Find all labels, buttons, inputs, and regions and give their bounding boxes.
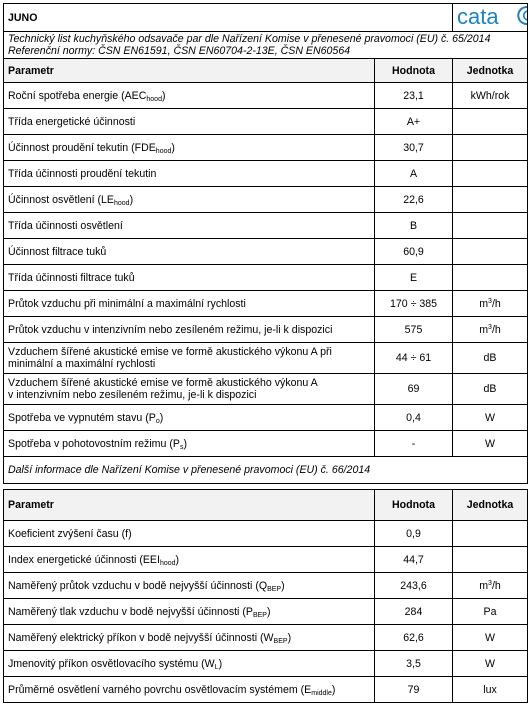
param-label-text: Spotřeba ve vypnutém stavu (P <box>8 411 156 424</box>
column-header-value: Hodnota <box>375 490 453 521</box>
param-unit <box>453 431 528 457</box>
param-label-subscript: hood <box>155 147 172 155</box>
param-label-tail: ) <box>175 553 180 566</box>
column-header-param: Parametr <box>4 490 375 521</box>
param-unit-tail: /h <box>491 297 501 310</box>
param-value: A <box>375 161 453 187</box>
param-label-tail: ) <box>331 683 336 696</box>
column-header-param: Parametr <box>4 59 375 83</box>
param-unit-text: W <box>485 657 495 670</box>
param-label <box>4 213 375 239</box>
param-label <box>4 374 375 405</box>
param-label-subscript: L <box>214 663 219 671</box>
column-header-unit: Jednotka <box>453 490 528 521</box>
param-label-subscript: BEP <box>252 611 267 619</box>
param-label-text: Průměrné osvětlení varného povrchu osvětlovacím systémem (E <box>8 683 312 696</box>
param-label-subscript: o <box>155 417 160 425</box>
param-unit <box>453 83 528 109</box>
param-unit-tail: /h <box>491 323 501 336</box>
param-unit <box>453 213 528 239</box>
datasheet-table <box>3 3 528 703</box>
param-label <box>4 291 375 317</box>
model-name: JUNO <box>4 4 453 32</box>
param-value: 44 ÷ 61 <box>375 343 453 374</box>
param-unit-text: Pa <box>483 605 497 618</box>
param-label-subscript: hood <box>159 559 176 567</box>
param-unit-tail: /h <box>491 579 501 592</box>
param-unit <box>453 405 528 431</box>
param-unit <box>453 239 528 265</box>
param-label-tail: ) <box>218 657 223 670</box>
param-label-tail: ) <box>159 411 164 424</box>
param-value: 60,9 <box>375 239 453 265</box>
table-row <box>4 265 528 291</box>
table-row <box>4 109 528 135</box>
param-unit-text: m <box>479 579 489 592</box>
column-header-unit: Jednotka <box>453 59 528 83</box>
table-row <box>4 161 528 187</box>
reference-note <box>4 32 528 59</box>
param-value: 30,7 <box>375 135 453 161</box>
param-unit <box>453 317 528 343</box>
param-value: 69 <box>375 374 453 405</box>
param-unit <box>453 265 528 291</box>
title-row <box>4 4 528 32</box>
param-unit-text: W <box>485 437 495 450</box>
param-value: 44,7 <box>375 547 453 573</box>
param-unit-text: dB <box>483 383 497 395</box>
table2-header <box>4 490 528 521</box>
param-label-text: Jmenovitý příkon osvětlovacího systému (W <box>8 657 215 670</box>
param-unit-text: W <box>485 411 495 424</box>
param-label-tail: ) <box>287 631 292 644</box>
param-label <box>4 599 375 625</box>
table-row <box>4 625 528 651</box>
param-label <box>4 651 375 677</box>
param-unit <box>453 161 528 187</box>
param-label <box>4 161 375 187</box>
param-label-text: Vzduchem šířené akustické emise ve formě akustického výkonu A při <box>8 346 332 358</box>
param-value: 3,5 <box>375 651 453 677</box>
param-label <box>4 239 375 265</box>
param-label <box>4 573 375 599</box>
param-unit <box>453 187 528 213</box>
param-unit-text: W <box>485 631 495 644</box>
param-unit <box>453 374 528 405</box>
table-row <box>4 317 528 343</box>
table-row <box>4 135 528 161</box>
param-label <box>4 431 375 457</box>
table-row <box>4 239 528 265</box>
param-label-text: Účinnost filtrace tuků <box>8 245 107 258</box>
param-value: 79 <box>375 677 453 703</box>
table-row <box>4 521 528 547</box>
param-label <box>4 317 375 343</box>
param-value: 0,4 <box>375 405 453 431</box>
info2-text: Další informace dle Nařízení Komise v přenesené pravomoci (EU) č. 66/2014 <box>4 457 528 484</box>
param-label-text: Naměřený průtok vzduchu v bodě nejvyšší účinnosti (Q <box>8 579 268 592</box>
param-value: B <box>375 213 453 239</box>
param-label-text: Index energetické účinnosti (EEI <box>8 553 160 566</box>
param-label-text: Roční spotřeba energie (AEC <box>8 89 147 102</box>
param-label-text: Průtok vzduchu při minimální a maximální rychlosti <box>8 297 246 310</box>
param-label-text: Třída účinnosti filtrace tuků <box>8 271 135 284</box>
table-row <box>4 374 528 405</box>
param-value: 575 <box>375 317 453 343</box>
param-label <box>4 343 375 374</box>
table-row <box>4 547 528 573</box>
param-label-text: Účinnost osvětlení (LE <box>8 193 114 206</box>
param-value: 0,9 <box>375 521 453 547</box>
param-label-text: Třída účinnosti osvětlení <box>8 219 123 232</box>
param-unit-text: m <box>479 323 489 336</box>
param-label-tail: ) <box>171 141 175 154</box>
param-value: 170 ÷ 385 <box>375 291 453 317</box>
param-label <box>4 625 375 651</box>
param-unit <box>453 109 528 135</box>
param-unit <box>453 677 528 703</box>
param-label <box>4 677 375 703</box>
table-row <box>4 291 528 317</box>
table-row <box>4 677 528 703</box>
param-label <box>4 405 375 431</box>
param-label-tail: ) <box>281 579 285 592</box>
param-unit <box>453 547 528 573</box>
param-unit-text: kWh/rok <box>470 89 510 102</box>
param-label-text: Spotřeba v pohotovostním režimu (P <box>8 437 180 450</box>
brand-logo-text: cata <box>457 4 499 28</box>
param-label-text: Účinnost proudění tekutin (FDE <box>8 141 156 154</box>
param-unit <box>453 343 528 374</box>
param-value: 284 <box>375 599 453 625</box>
table-row <box>4 187 528 213</box>
reference-note-row <box>4 32 528 59</box>
table1-header <box>4 59 528 83</box>
param-label <box>4 521 375 547</box>
param-label-text: Třída účinnosti proudění tekutin <box>8 167 157 180</box>
param-unit <box>453 599 528 625</box>
param-label-subscript: middle <box>311 689 332 697</box>
param-label-text: Naměřený tlak vzduchu v bodě nejvyšší účinnosti (P <box>8 605 253 618</box>
param-unit-superscript: 3 <box>488 579 492 587</box>
param-label-text: Třída energetické účinnosti <box>8 115 136 128</box>
param-label-subscript: BEP <box>273 637 288 645</box>
param-label-tail: ) <box>129 193 134 206</box>
param-unit-text: dB <box>483 352 497 364</box>
param-value: A+ <box>375 109 453 135</box>
table-row <box>4 651 528 677</box>
param-unit <box>453 573 528 599</box>
param-label-subscript: BEP <box>267 585 282 593</box>
param-unit-text: m <box>479 297 489 310</box>
brand-logo <box>453 4 528 32</box>
column-header-value: Hodnota <box>375 59 453 83</box>
param-label <box>4 265 375 291</box>
param-label-subscript: hood <box>146 95 162 103</box>
param-value: 243,6 <box>375 573 453 599</box>
param-label-text: Koeficient zvýšení času (f) <box>8 527 132 540</box>
param-label-tail: ) <box>266 605 271 618</box>
param-label-text: Průtok vzduchu v intenzivním nebo zesíleném režimu, je-li k dispozici <box>8 323 333 336</box>
table-row <box>4 83 528 109</box>
table-row <box>4 213 528 239</box>
param-label <box>4 83 375 109</box>
param-label-tail: ) <box>183 437 187 450</box>
param-label-subscript: hood <box>114 199 130 207</box>
param-unit <box>453 521 528 547</box>
param-value: 62,6 <box>375 625 453 651</box>
table-row <box>4 573 528 599</box>
param-label-line2: v intenzivním nebo zesíleném režimu, je-li k dispozici <box>8 389 257 401</box>
cata-logo <box>457 4 528 28</box>
reference-note-line2: Referenční normy: ČSN EN61591, ČSN EN60704-2-13E, ČSN EN60564 <box>8 45 351 57</box>
param-unit-text: lux <box>483 683 497 696</box>
param-unit-superscript: 3 <box>488 297 492 305</box>
param-unit <box>453 291 528 317</box>
param-unit <box>453 135 528 161</box>
table-row <box>4 431 528 457</box>
param-unit <box>453 651 528 677</box>
param-label-line2: minimální a maximální rychlosti <box>8 358 156 370</box>
param-value: 23,1 <box>375 83 453 109</box>
datasheet <box>3 3 527 717</box>
param-label-text: Naměřený elektrický příkon v bodě nejvyšší účinnosti (W <box>8 631 274 644</box>
reference-note-line1: Technický list kuchyňského odsavače par dle Nařízení Komise v přenesené pravomoci (EU) č. 65/2014 <box>8 33 491 45</box>
param-unit <box>453 625 528 651</box>
param-label <box>4 547 375 573</box>
param-value: E <box>375 265 453 291</box>
param-label <box>4 187 375 213</box>
cata-logo-mark <box>457 4 528 28</box>
param-label-text: Vzduchem šířené akustické emise ve formě akustického výkonu A <box>8 377 318 389</box>
param-label-subscript: s <box>179 443 184 451</box>
param-label <box>4 135 375 161</box>
table-row <box>4 343 528 374</box>
param-unit-superscript: 3 <box>488 323 492 331</box>
info2-row <box>4 457 528 484</box>
param-value: - <box>375 431 453 457</box>
param-label-tail: ) <box>161 89 166 102</box>
param-value: 22,6 <box>375 187 453 213</box>
table-row <box>4 405 528 431</box>
param-label <box>4 109 375 135</box>
table-row <box>4 599 528 625</box>
